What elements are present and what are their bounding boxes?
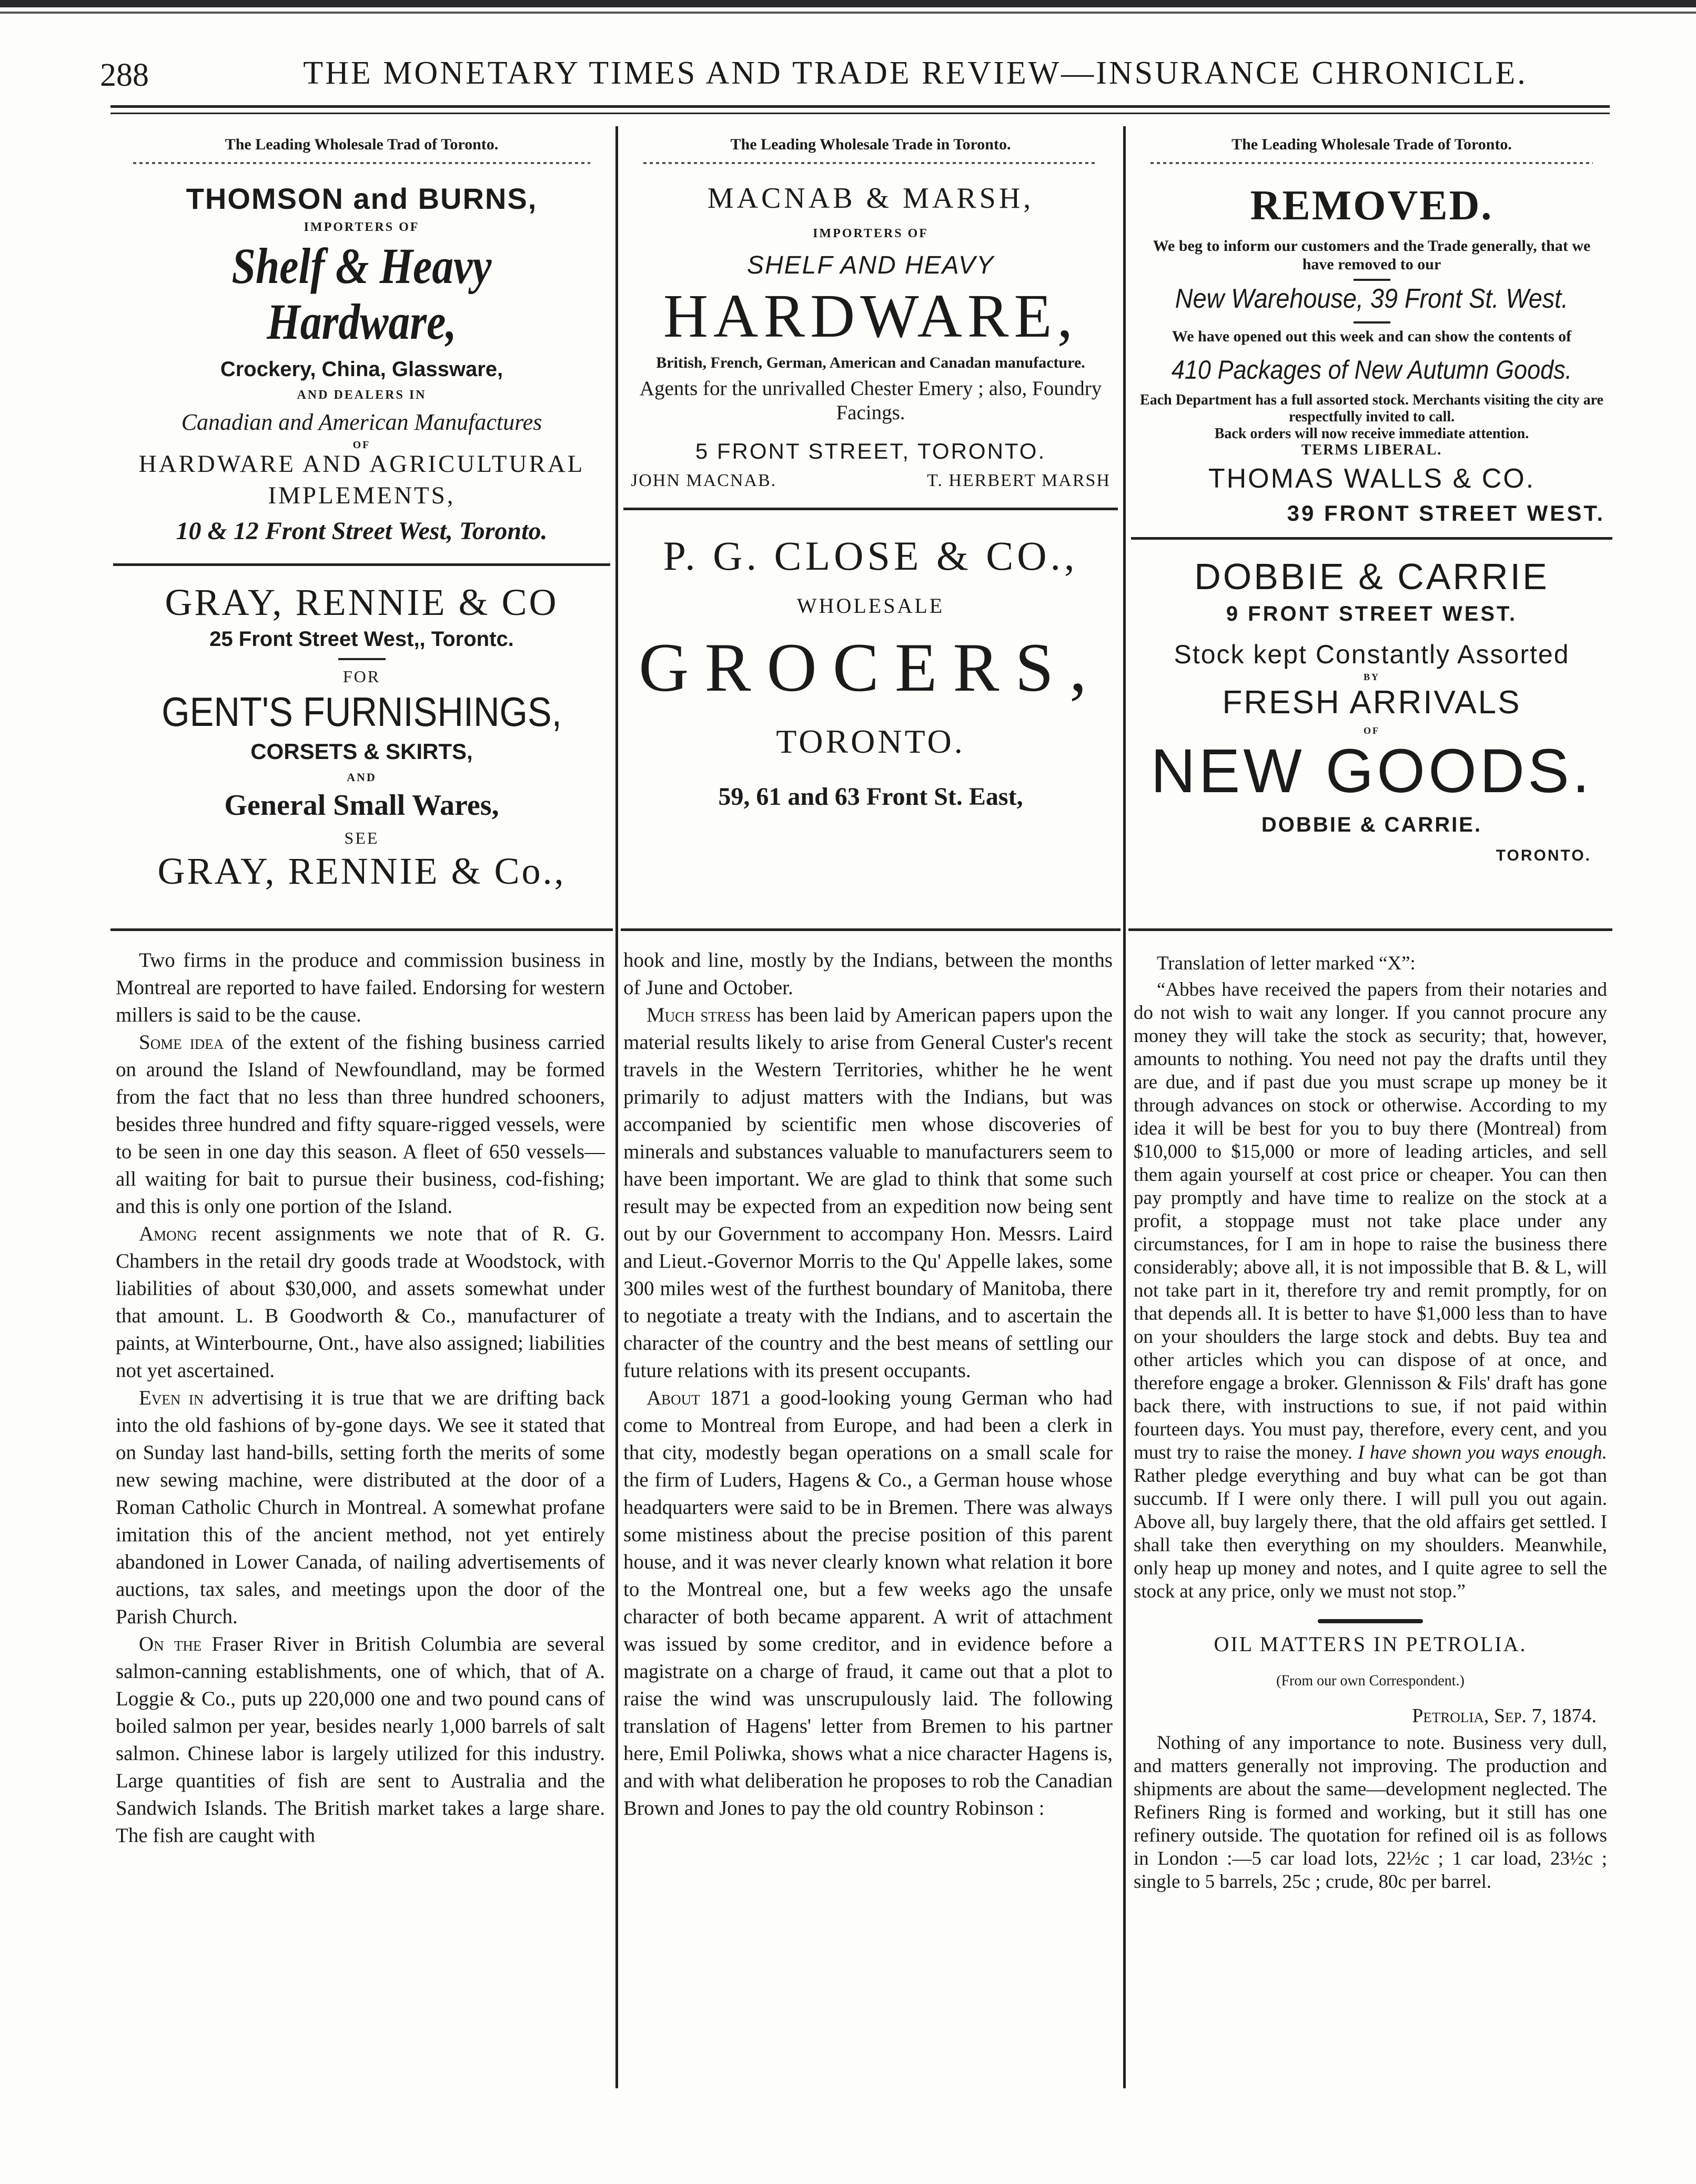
ad-column-header: The Leading Wholesale Trad of Toronto.	[225, 136, 499, 153]
ad-separator	[113, 563, 610, 566]
ad-address: 10 & 12 Front Street West, Toronto.	[176, 517, 548, 545]
short-rule	[338, 658, 386, 660]
ad-subline: BY	[1363, 672, 1380, 683]
short-rule	[1354, 279, 1390, 281]
ad-address: 9 FRONT STREET WEST.	[1226, 602, 1518, 626]
ad-title: REMOVED.	[1250, 183, 1493, 229]
section-title: OIL MATTERS IN PETROLIA.	[1214, 1632, 1527, 1656]
ad-line: Agents for the unrivalled Chester Emery ; also, Foundry Facings.	[639, 377, 1102, 424]
ad-subline: IMPORTERS OF	[304, 220, 420, 234]
paragraph: Some idea of the extent of the fishing business carried on around the Island of Newfoundland, may be formed from the fact that no less than three hundred schooners, besides three hundred and fifty square-rigged vessels, were to be seen in one day this season. A fleet of 650 vessels—all waiting for bait to pursue their business, cod-fishing; and this is only one portion of the Island.	[116, 1031, 605, 1218]
ad-close	[623, 533, 1118, 811]
page-top-edge	[0, 0, 1696, 7]
ad-line: New Warehouse, 39 Front St. West.	[1175, 284, 1569, 314]
ads-bottom-rule-col1	[110, 928, 613, 931]
ad-name: P. G. CLOSE & CO.,	[663, 532, 1078, 579]
paragraph: Even in advertising it is true that we are drifting back into the old fashions of by-gone days. We see it stated that on Sunday last hand-bills, setting forth the merits of some new sewing machine, were distributed at the door of a Roman Catholic Church in Montreal. A somewhat profane imitation this of the ancient method, not yet entirely abandoned in Lower Canada, of nailing advertisements of auctions, tax sales, and meetings upon the door of the Parish Church.	[116, 1387, 605, 1628]
ad-column-header: The Leading Wholesale Trade in Toronto.	[730, 136, 1011, 153]
ad-name: DOBBIE & CARRIE	[1194, 556, 1549, 598]
ad-address: 59, 61 and 63 Front St. East,	[718, 783, 1023, 811]
ad-city: TORONTO.	[1496, 847, 1591, 864]
ad-line: British, French, German, American and Canadan manufacture.	[656, 353, 1085, 371]
ad-partners	[623, 471, 1118, 490]
ads-bottom-rule-col2	[621, 928, 1120, 931]
ad-line: TORONTO.	[776, 722, 965, 760]
ad-line: CORSETS & SKIRTS,	[250, 739, 473, 764]
ad-line: GENT'S FURNISHINGS,	[161, 688, 562, 735]
paragraph: Among recent assignments we note that of R. G. Chambers in the retail dry goods trade at Woodstock, with liabilities of about $30,000, and assets somewhat under that amount. L. B Goodworth & Co., manufacturer of paints, at Winterbourne, Ont., have also assigned; liabilities not yet ascertained.	[116, 1222, 605, 1382]
ad-subline: WHOLESALE	[796, 593, 945, 618]
ad-name: GRAY, RENNIE & Co.,	[157, 850, 566, 893]
ad-line: Stock kept Constantly Assorted	[1174, 640, 1570, 670]
header-rule-bottom	[110, 113, 1610, 114]
ad-macnab-marsh	[623, 183, 1118, 491]
ad-column-1	[113, 136, 610, 893]
ad-line: Crockery, China, Glassware,	[220, 358, 503, 381]
ad-product: NEW GOODS.	[1150, 736, 1593, 806]
paragraph: Translation of letter marked “X”:	[1157, 953, 1416, 974]
column-rule-1	[615, 126, 618, 2088]
ad-subline: OF	[1364, 725, 1380, 736]
paragraph: hook and line, mostly by the Indians, between the months of June and October.	[623, 949, 1113, 999]
ad-name: GRAY, RENNIE & CO	[165, 581, 559, 624]
ad-subline: IMPORTERS OF	[813, 226, 928, 240]
ad-line: TERMS LIBERAL.	[1301, 442, 1442, 459]
ad-column-3	[1131, 136, 1612, 864]
ad-subline: FOR	[342, 667, 381, 686]
ad-product: GROCERS,	[639, 628, 1103, 706]
ads-bottom-rule-col3	[1128, 928, 1612, 931]
section-divider	[1318, 1619, 1423, 1623]
ad-name: MACNAB & MARSH,	[707, 182, 1034, 215]
paragraph: Much stress has been laid by American papers upon the material results likely to arise from General Custer's recent travels in the Western Territories, whither he he went primarily to adjust matters with the Indians, but was accompanied by scientific men whose discoveries of minerals and substances valuable to manufacturers seem to have been important. We are glad to think that some such result may be expected from an expedition now being sent out by our Government to accompany Hon. Messrs. Laird and Lieut.-Governor Morris to the Qu' Appelle lakes, some 300 miles west of the furthest boundary of Manitoba, there to negotiate a treaty with the Indians, and to ascertain the character of the country and the best means of settling our future relations with its present occupants.	[623, 1004, 1113, 1382]
ad-address: 5 FRONT STREET, TORONTO.	[695, 439, 1046, 464]
ad-line: Back orders will now receive immediate attention.	[1214, 426, 1529, 442]
ad-column-2	[623, 136, 1118, 811]
ad-line: IMPLEMENTS,	[268, 481, 456, 509]
ad-line: Each Department has a full assorted stock. Merchants visiting the city are respectfully invited to call.	[1140, 391, 1603, 425]
ad-product: HARDWARE,	[663, 281, 1078, 350]
ad-subline: AND	[347, 771, 377, 784]
ad-thomas-walls	[1131, 183, 1612, 525]
page-number: 288	[100, 57, 149, 93]
paragraph: Two firms in the produce and commission business in Montreal are reported to have failed. Endorsing for western millers is said to be the cause.	[116, 949, 605, 1026]
paragraph: Nothing of any importance to note. Business very dull, and matters generally not improving. The production and shipments are about the same—development neglected. The Refiners Ring is formed and working, but it still has one refinery outside. The quotation for refined oil is as follows in London :—5 car load lots, 22½c ; 1 car load, 23½c ; single to 5 barrels, 25c ; crude, 80c per barrel.	[1134, 1732, 1607, 1893]
short-rule	[1354, 321, 1390, 323]
ad-subline: OF	[352, 439, 371, 451]
running-head: THE MONETARY TIMES AND TRADE REVIEW—INSURANCE CHRONICLE.	[303, 55, 1528, 91]
ad-separator	[1131, 537, 1612, 540]
ad-line: FRESH ARRIVALS	[1222, 684, 1521, 721]
column-rule-2	[1123, 126, 1126, 2088]
ad-line: We have opened out this week and can show the contents of	[1172, 328, 1572, 346]
ad-line: We beg to inform our customers and the Trade generally, that we have removed to our	[1153, 237, 1591, 273]
ad-partner: T. HERBERT MARSH	[927, 471, 1111, 491]
ad-product: Shelf & Heavy Hardware,	[231, 237, 492, 350]
ad-gray-rennie	[113, 582, 610, 893]
header-rule-top	[110, 105, 1610, 108]
ad-line: Canadian and American Manufactures	[181, 409, 542, 435]
article-column-2	[623, 947, 1113, 1822]
wavy-divider	[643, 158, 1098, 168]
ad-subline: SEE	[344, 828, 379, 848]
ad-address: 25 Front Street West,, Torontc.	[209, 628, 514, 651]
article-column-3	[1134, 952, 1607, 1894]
ad-subline: AND DEALERS IN	[297, 388, 427, 402]
ad-line: SHELF AND HEAVY	[746, 251, 995, 279]
ad-column-header: The Leading Wholesale Trade of Toronto.	[1231, 136, 1512, 153]
wavy-divider	[1150, 158, 1593, 168]
ad-name: THOMAS WALLS & CO.	[1208, 463, 1536, 494]
ad-line: General Small Wares,	[224, 788, 499, 822]
paragraph: On the Fraser River in British Columbia are several salmon-canning establishments, one of which, that of A. Loggie & Co., puts up 220,000 one and two pound cans of boiled salmon per year, besides nearly 1,000 barrels of salt salmon. Chinese labor is largely utilized for this industry. Large quantities of fish are sent to Australia and the Sandwich Islands. The British market takes a large share. The fish are caught with	[116, 1633, 605, 1847]
letter-paragraph: “Abbes have received the papers from their notaries and do not wish to wait any longer. If you cannot procure any money they will take the stock as security; that, however, amounts to nothing. You need not pay the drafts until they are due, and if past due you must scrape up money be it through advances on stock or otherwise. According to my idea it will be best for you to buy there (Montreal) from $10,000 to $15,000 or more of leading articles, and sell them again yourself at cost price or cheaper. You can then pay promptly and have time to realize on the stock at a profit, a stoppage must not take place under any circumstances, for I am in hope to raise the business there considerably; above all, it is not impossible that B. & L, will not take part in it, therefore try and remit promptly, for on that depends all. It is better to have $1,000 less than to have on your shoulders the large stock and debts. Buy tea and other articles which you can dispose of at once, and therefore engage a broker. Glennisson & Fils' draft has gone back there, with instructions to sue, if not paid within fourteen days. You must pay, therefore, every cent, and you must try to raise the money. I have shown you ways enough. Rather pledge everything and buy what can be got than succumb. If I were only there. I will pull you out again. Above all, buy largely there, that the old affairs get settled. I shall take then everything on my shoulders. Meanwhile, only heap up money and notes, and I quite agree to sell the stock at any price, only we must not stop.”	[1134, 979, 1608, 1602]
ad-line: 410 Packages of New Autumn Goods.	[1171, 355, 1572, 385]
section-subtitle: (From our own Correspondent.)	[1276, 1673, 1465, 1689]
ad-dobbie-carrie	[1131, 557, 1612, 864]
ad-line: HARDWARE AND AGRICULTURAL	[138, 450, 585, 478]
ad-name: THOMSON and BURNS,	[186, 182, 538, 215]
wavy-divider	[133, 158, 590, 168]
ad-thomson-burns	[113, 183, 610, 545]
ad-separator	[623, 508, 1118, 510]
ad-name: DOBBIE & CARRIE.	[1261, 813, 1482, 836]
paragraph: About 1871 a good-looking young German who had come to Montreal from Europe, and had been a clerk in that city, modestly began operations on a small scale for the firm of Luders, Hagens & Co., a German house whose headquarters were said to be in Bremen. There was always some mistiness about the precise position of this parent house, and it was never clearly known what relation it bore to the Montreal one, but a few weeks ago the unsafe character of both became apparent. A writ of attachment was issued by some creditor, and in evidence before a magistrate on a charge of fraud, it came out that a plot to raise the wind was unscrupulously laid. The following translation of Hagens' letter from Bremen to his partner here, Emil Poliwka, shows what a nice character Hagens is, and with what deliberation he proposes to rob the Canadian Brown and Jones to pay the old country Robinson :	[623, 1387, 1113, 1819]
page-top-edge-line	[0, 12, 1696, 14]
ad-partner: JOHN MACNAB.	[631, 471, 777, 491]
dateline: Petrolia, Sep. 7, 1874.	[1412, 1705, 1597, 1727]
ad-address: 39 FRONT STREET WEST.	[1287, 501, 1605, 526]
article-column-1	[116, 947, 605, 1849]
